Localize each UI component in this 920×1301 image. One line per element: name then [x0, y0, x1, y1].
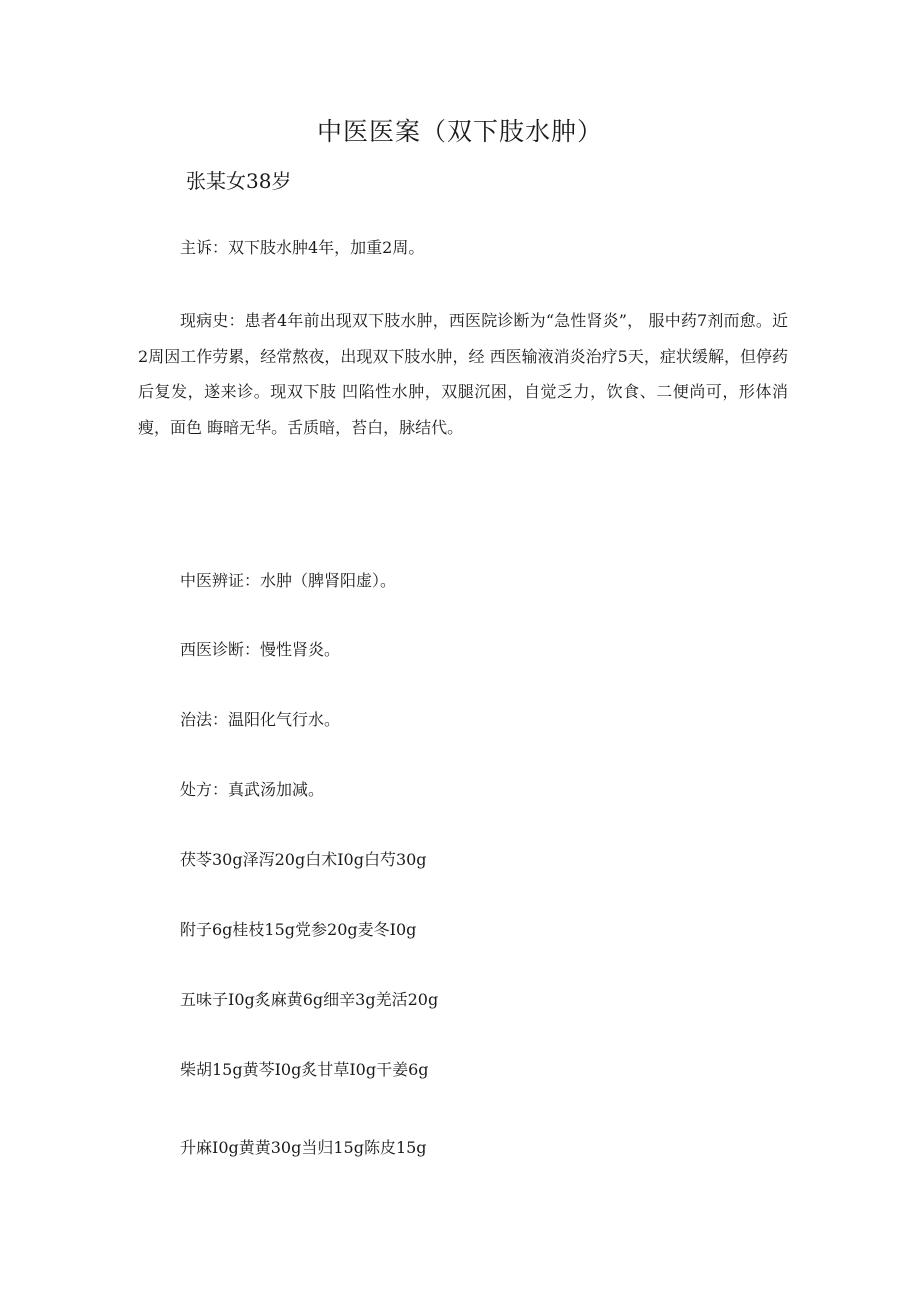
treatment-method: 治法：温阳化气行水。	[180, 710, 341, 729]
prescription-line: 五味子I0g炙麻黄6g细辛3g羌活20g	[180, 990, 439, 1009]
prescription-title: 处方：真武汤加减。	[180, 780, 325, 799]
prescription-line: 柴胡15g黄芩I0g炙甘草I0g干姜6g	[180, 1060, 429, 1079]
prescription-line: 升麻I0g黄黄30g当归15g陈皮15g	[180, 1138, 427, 1157]
tcm-diagnosis: 中医辨证：水肿（脾肾阳虚）。	[180, 571, 397, 590]
prescription-line: 附子6g桂枝15g党参20g麦冬I0g	[180, 920, 417, 939]
prescription-line: 茯苓30g泽泻20g白术I0g白芍30g	[180, 850, 427, 869]
present-history: 现病史：患者4年前出现双下肢水肿，西医院诊断为“急性肾炎”， 服中药7剂而愈。近2周因工作劳累，经常熬夜，出现双下肢水肿，经 西医输液消炎治疗5天，症状缓解，但停药后复发，遂来诊。现双下肢 凹陷性水肿，双腿沉困，自觉乏力，饮食、二便尚可，形体消瘦，面色 晦暗无华。舌质暗，苔白，脉结代。	[138, 311, 788, 437]
patient-info: 张某女38岁	[186, 169, 292, 193]
chief-complaint: 主诉：双下肢水肿4年，加重2周。	[180, 238, 425, 257]
western-diagnosis: 西医诊断：慢性肾炎。	[180, 640, 341, 659]
document-title: 中医医案（双下肢水肿）	[316, 117, 603, 146]
